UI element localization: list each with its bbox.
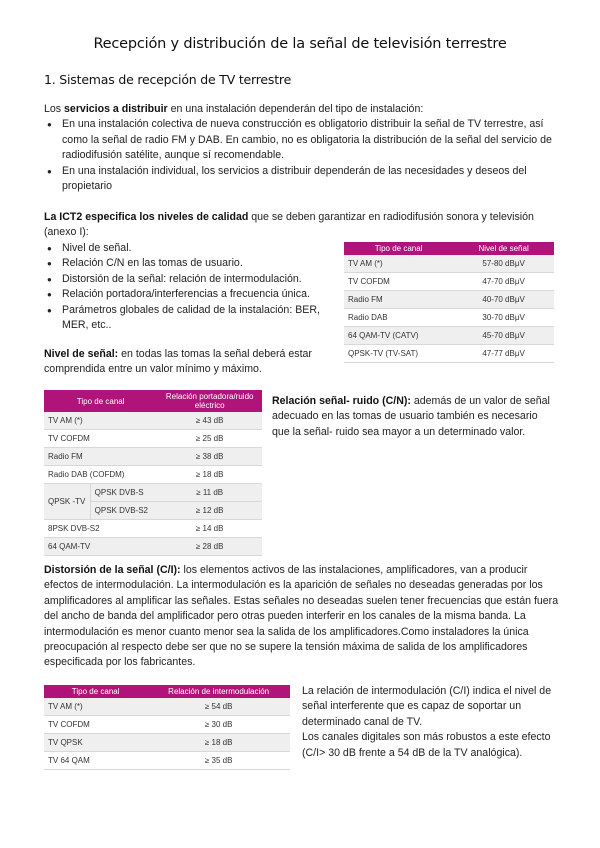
table-row: Radio DAB 30-70 dBμV [344, 309, 554, 327]
table-row: 64 QAM-TV (CATV) 45-70 dBμV [344, 327, 554, 345]
section-heading: 1. Sistemas de recepción de TV terrestre [44, 72, 292, 87]
table-row: QPSK DVB-S2 ≥ 12 dB [44, 502, 262, 520]
table-header: Nivel de señal [453, 242, 554, 255]
table-row: TV COFDM 47-70 dBμV [344, 273, 554, 291]
table-row: 64 QAM-TV ≥ 28 dB [44, 538, 262, 556]
list-item: ● Distorsión de la señal: relación de intermodulación. [44, 272, 344, 287]
carrier-noise-table [44, 390, 262, 556]
list-item: ● Nivel de señal. [44, 241, 344, 256]
table-row: TV AM (*) ≥ 43 dB [44, 412, 262, 430]
quality-levels-list [44, 241, 344, 333]
table-row: Radio FM 40-70 dBμV [344, 291, 554, 309]
table-row: TV AM (*) 57-80 dBμV [344, 255, 554, 273]
page-title: Recepción y distribución de la señal de televisión terrestre [93, 36, 507, 52]
list-item: ● Parámetros globales de calidad de la instalación: BER, MER, etc.. [44, 303, 344, 334]
list-item: ● Relación C/N en las tomas de usuario. [44, 256, 344, 271]
intermodulation-text [302, 684, 556, 761]
signal-level-paragraph: Nivel de señal: en todas las tomas la señal deberá estar comprendida entre un valor mínimo y máximo. [44, 348, 312, 376]
table-row: 8PSK DVB-S2 ≥ 14 dB [44, 520, 262, 538]
table-row: TV AM (*) ≥ 54 dB [44, 698, 290, 716]
list-item: ● En una instalación individual, los servicios a distribuir dependerán de las necesidades y deseos del propietario [44, 164, 564, 195]
intro-bullet-list [44, 117, 564, 194]
distortion-paragraph: Distorsión de la señal (C/I): los elementos activos de las instalaciones, amplificadores, van a producir efectos de intermodulación. La intermodulación es la aparición de señales no deseadas generadas por los amplificadores al amplificar las señales. Estas señales no deseadas suelen tener frecuencias que están fuera del ancho de banda del amplificador pero otras pueden interferir en los canales de la misma banda. La intermodulación es menor cuanto menor sea la salida de los amplificadores.Como instaladores la única preocupación al respecto debe ser que no se supere la tensión máxima de salida de los amplificadores especificada por los fabricantes. [44, 564, 559, 669]
table-row: QPSK -TV QPSK DVB-S ≥ 11 dB [44, 484, 262, 502]
table-row: TV COFDM ≥ 25 dB [44, 430, 262, 448]
ict2-paragraph: La ICT2 especifica los niveles de calidad que se deben garantizar en radiodifusión sonora y televisión (anexo I): [44, 211, 534, 239]
intro-block [44, 102, 564, 194]
table-header: Relación de intermodulación [147, 685, 290, 698]
table-row: TV QPSK ≥ 18 dB [44, 734, 290, 752]
table-header: Tipo de canal [44, 685, 147, 698]
table-row: QPSK-TV (TV-SAT) 47-77 dBμV [344, 345, 554, 363]
carrier-noise-paragraph: Relación señal- ruido (C/N): además de un valor de señal adecuado en las tomas de usuario también es necesario que la señal- ruido sea mayor a un determinado valor. [272, 395, 550, 438]
list-item: ● Relación portadora/interferencias a frecuencia única. [44, 287, 344, 302]
intermodulation-table [44, 685, 290, 770]
table-row: TV 64 QAM ≥ 35 dB [44, 752, 290, 770]
signal-level-table [344, 242, 554, 363]
intro-paragraph: Los servicios a distribuir en una instalación dependerán del tipo de instalación: [44, 103, 424, 115]
table-row: Radio DAB (COFDM) ≥ 18 dB [44, 466, 262, 484]
table-header: Relación portadora/ruido eléctrico [157, 390, 262, 412]
list-item: ● En una instalación colectiva de nueva construcción es obligatorio distribuir la señal de TV terrestre, así como la señal de radio FM y DAB. En cambio, no es obligatoria la distribución de la señal del servicio de radiodifusión satélite, aunque sí recomendable. [44, 117, 564, 163]
table-header: Tipo de canal [344, 242, 453, 255]
table-header: Tipo de canal [44, 390, 157, 412]
intermodulation-paragraph-2: Los canales digitales son más robustos a este efecto (C/I> 30 dB frente a 54 dB de la TV analógica). [302, 731, 551, 759]
table-row: TV COFDM ≥ 30 dB [44, 716, 290, 734]
intermodulation-paragraph-1: La relación de intermodulación (C/I) indica el nivel de señal interferente que es capaz de soportar un determinado canal de TV. [302, 685, 552, 728]
table-row: Radio FM ≥ 38 dB [44, 448, 262, 466]
